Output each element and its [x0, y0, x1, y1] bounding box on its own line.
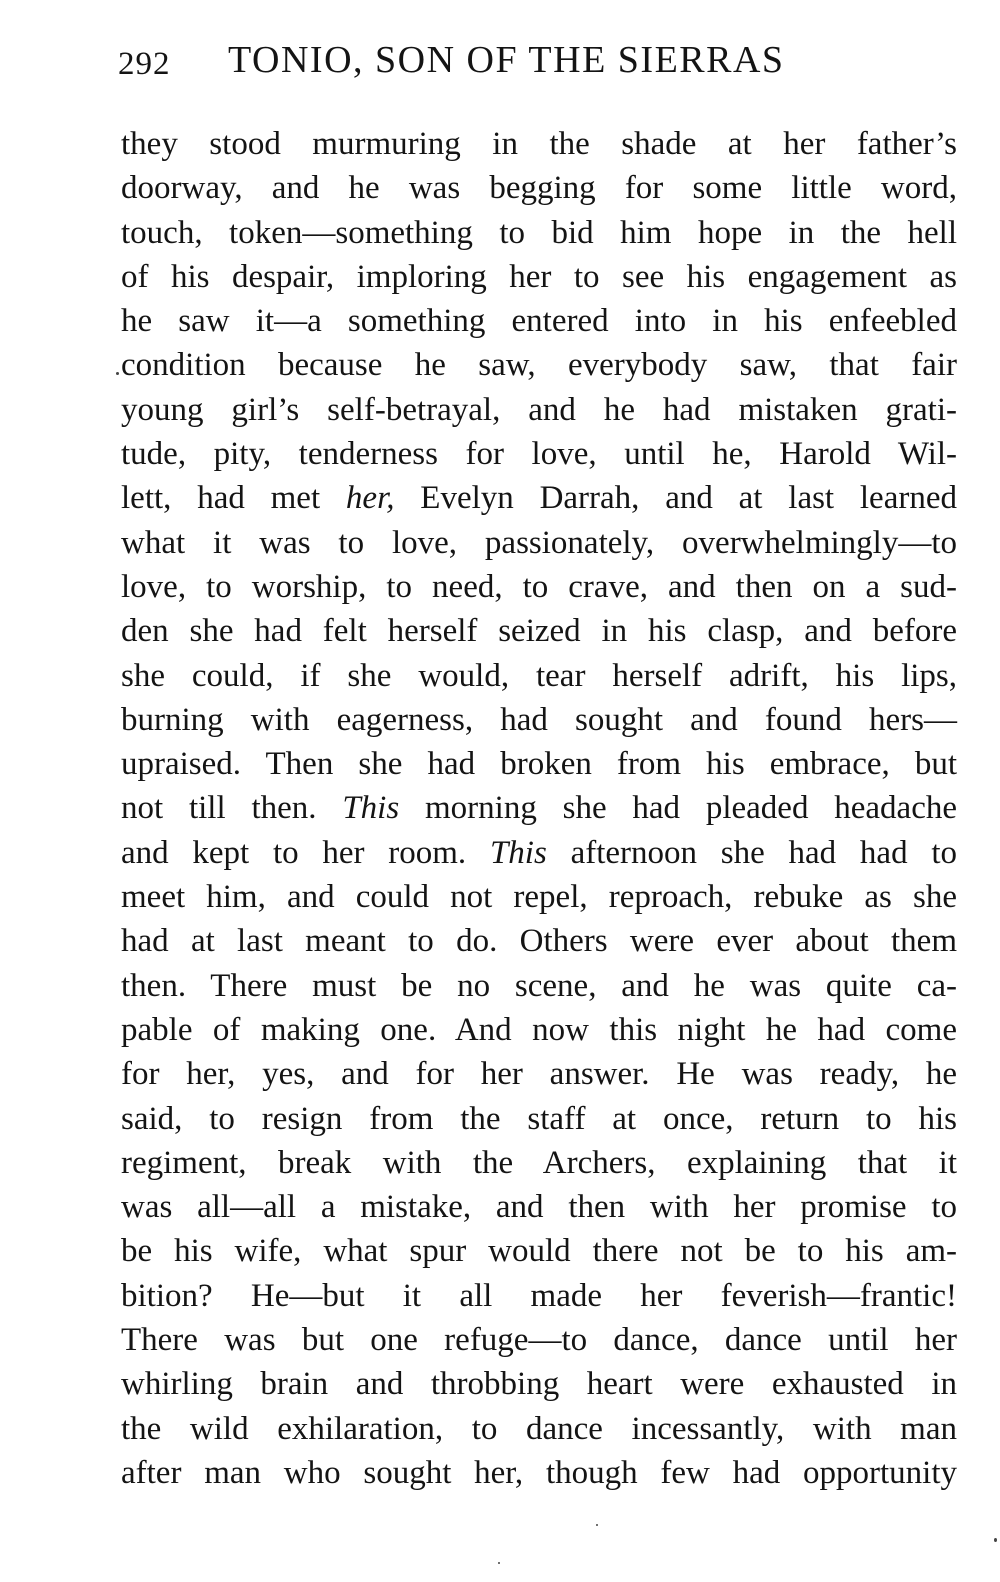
text-line: the wild exhilaration, to dance incessantly, with man — [121, 1410, 957, 1447]
scan-speck — [498, 1562, 500, 1564]
running-head — [118, 38, 880, 98]
text-line: bition? He—but it all made her feverish—frantic! — [121, 1277, 957, 1314]
text-line: pable of making one. And now this night he had come — [121, 1011, 957, 1048]
text-line: upraised. Then she had broken from his embrace, but — [121, 746, 957, 783]
running-title: TONIO, SON OF THE SIERRAS — [228, 39, 785, 81]
scan-speck — [116, 372, 119, 375]
text-line: regiment, break with the Archers, explaining that it — [121, 1144, 957, 1181]
text-line: had at last meant to do. Others were ever about them — [121, 923, 957, 960]
text-line: after man who sought her, though few had opportunity — [121, 1454, 957, 1491]
text-line: tude, pity, tenderness for love, until he, Harold Wil- — [121, 436, 957, 473]
emphasis: This — [342, 790, 400, 827]
text-line: touch, token—something to bid him hope in the hell — [121, 214, 957, 251]
text-line: be his wife, what spur would there not be to his am- — [121, 1233, 957, 1270]
text-line: condition because he saw, everybody saw, that fair — [121, 347, 957, 384]
scan-speck — [994, 1538, 997, 1542]
text-line: he saw it—a something entered into in his enfeebled — [121, 303, 957, 340]
text-line: they stood murmuring in the shade at her father’s — [121, 126, 957, 162]
scan-speck — [596, 1524, 598, 1526]
page-number: 292 — [118, 46, 171, 82]
text-line: then. There must be no scene, and he was quite ca- — [121, 967, 957, 1004]
emphasis: This — [489, 834, 547, 871]
text-line: burning with eagerness, had sought and found hers— — [121, 701, 957, 738]
text-line: she could, if she would, tear herself adrift, his lips, — [121, 657, 957, 694]
text-line: not till then. This morning she had pleaded headache — [121, 790, 957, 827]
text-line: There was but one refuge—to dance, dance until her — [121, 1322, 957, 1359]
text-line: meet him, and could not repel, reproach, rebuke as she — [121, 879, 957, 916]
body-text — [121, 122, 957, 1495]
text-line: den she had felt herself seized in his clasp, and before — [121, 613, 957, 650]
text-line: lett, had met her, Evelyn Darrah, and at last learned — [121, 480, 957, 517]
emphasis: her, — [345, 480, 395, 517]
text-line: whirling brain and throbbing heart were exhausted in — [121, 1366, 957, 1403]
text-line: young girl’s self-betrayal, and he had mistaken grati- — [121, 391, 957, 428]
text-line: and kept to her room. This afternoon she had had to — [121, 834, 957, 871]
text-line: was all—all a mistake, and then with her promise to — [121, 1189, 957, 1226]
text-line: what it was to love, passionately, overwhelmingly—to — [121, 524, 957, 561]
text-line: doorway, and he was begging for some little word, — [121, 170, 957, 207]
text-line: love, to worship, to need, to crave, and then on a sud- — [121, 568, 957, 605]
text-line: said, to resign from the staff at once, return to his — [121, 1100, 957, 1137]
text-line: of his despair, imploring her to see his engagement as — [121, 258, 957, 295]
text-line: for her, yes, and for her answer. He was ready, he — [121, 1056, 957, 1093]
